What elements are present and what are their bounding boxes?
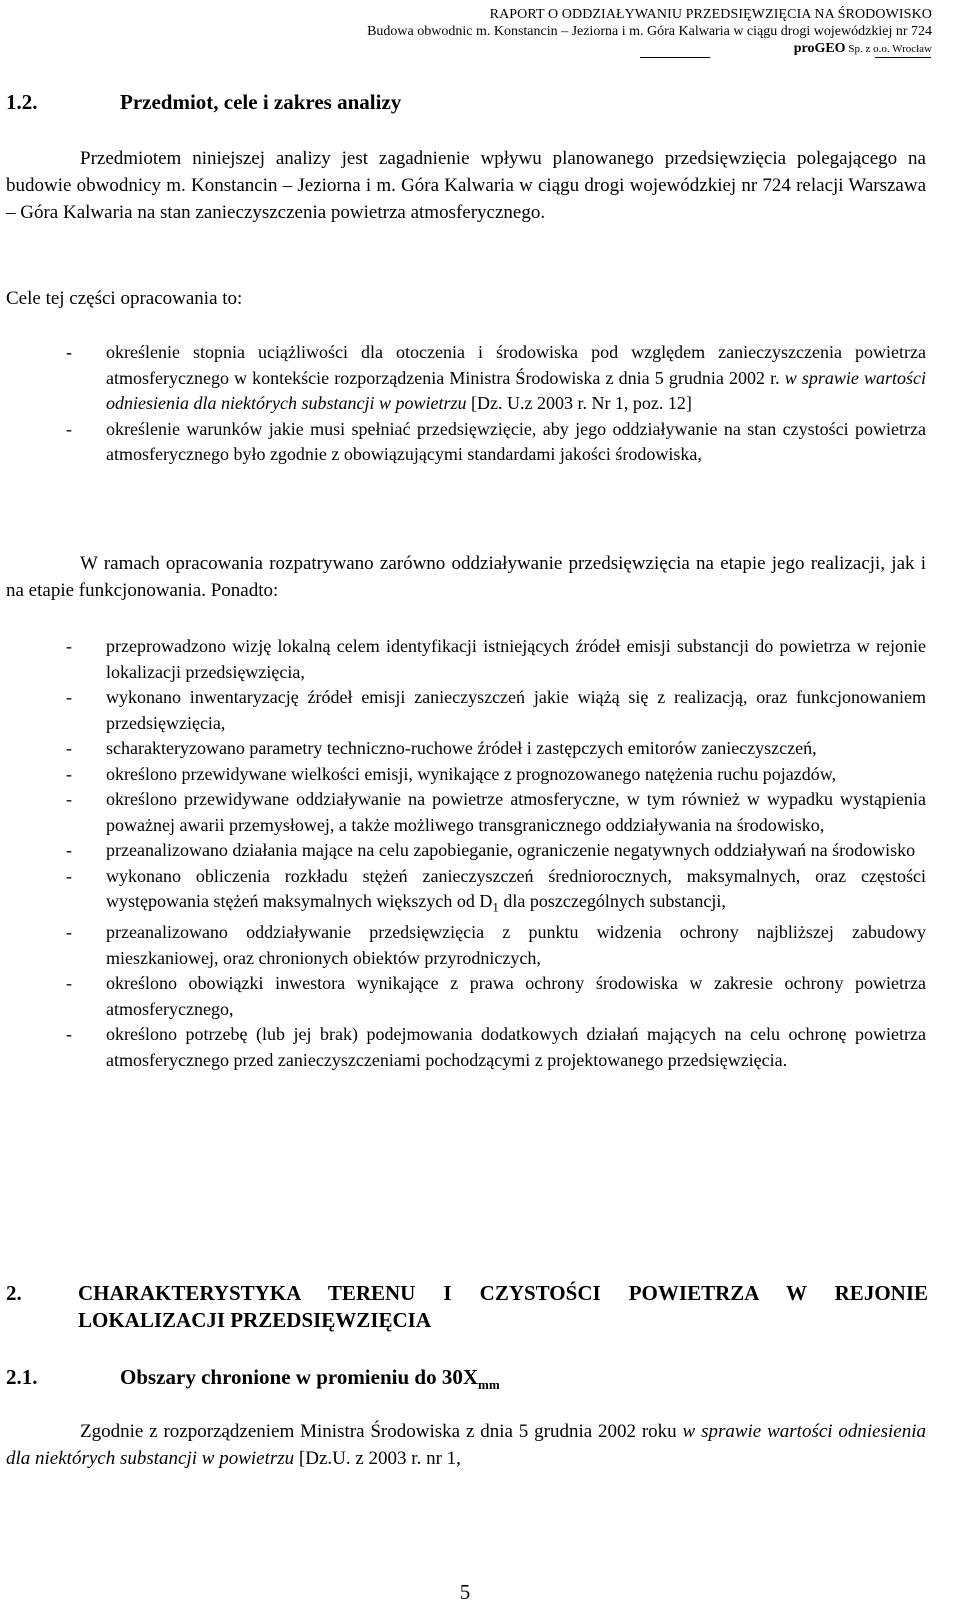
list-dash: -	[66, 973, 72, 994]
list-item	[66, 920, 926, 971]
chapter-title-line-2: LOKALIZACJI PRZEDSIĘWZIĘCIA	[78, 1308, 432, 1332]
list-dash: -	[66, 922, 72, 943]
scope-text: określono przewidywane wielkości emisji, wynikające z prognozowanego natężenia ruchu pojazdów,	[106, 763, 837, 784]
list-item	[66, 838, 926, 864]
firm-name: proGEO	[793, 41, 846, 56]
report-header	[367, 6, 932, 40]
list-item	[66, 340, 926, 417]
chapter-number: 2.	[6, 1281, 22, 1305]
scope-paragraph: W ramach opracowania rozpatrywano zarówno oddziaływanie przedsięwzięcia na etapie jego realizacji, jak i na etapie funkcjonowania. Ponadto:	[6, 553, 926, 601]
list-item	[66, 1022, 926, 1073]
list-item	[66, 417, 926, 468]
scope-text: wykonano obliczenia rozkładu stężeń zanieczyszczeń średniorocznych, maksymalnych, oraz częstości występowania stężeń maksymalnych większych od D	[106, 865, 926, 911]
goal-text: określenie warunków jakie musi spełniać przedsięwzięcie, aby jego oddziaływanie na stan czystości powietrza atmosferycznego było zgodnie z obowiązującymi standardami jakości środowiska,	[106, 418, 926, 464]
header-firm	[794, 41, 932, 57]
list-dash: -	[66, 789, 72, 809]
list-dash: -	[66, 840, 72, 860]
list-dash: -	[66, 418, 72, 439]
page-number: 5	[459, 1580, 471, 1604]
scope-text: określono obowiązki inwestora wynikające z prawa ochrony środowiska w zakresie ochrony powietrza atmosferycznego,	[106, 973, 926, 1019]
header-rule-left	[640, 57, 710, 58]
subsection-title-text: Obszary chronione w promieniu do 30X	[120, 1365, 479, 1389]
list-item	[66, 864, 926, 921]
list-dash: -	[66, 1024, 72, 1045]
regulation-title: w sprawie wartości odniesienia dla niektórych substancji w powietrzu	[6, 1421, 926, 1469]
list-dash: -	[66, 342, 72, 362]
goal-citation: [Dz. U.z 2003 r. Nr 1, poz. 12]	[466, 393, 692, 413]
goals-lead: Cele tej części opracowania to:	[6, 288, 243, 309]
list-item	[66, 762, 926, 788]
subsection-title	[120, 1365, 500, 1393]
list-item	[66, 634, 926, 685]
header-rule-right	[875, 57, 931, 58]
goal-regulation-title: w sprawie wartości odniesienia dla niektórych substancji w powietrzu	[106, 367, 926, 413]
subsection-number: 2.1.	[6, 1365, 38, 1389]
regulation-paragraph	[6, 1418, 926, 1472]
scope-text: określono przewidywane oddziaływanie na powietrze atmosferyczne, w tym również w wypadku wystąpienia poważnej awarii przemysłowej, a także możliwego transgranicznego oddziaływania na środowisko,	[106, 789, 926, 835]
scope-text: scharakteryzowano parametry techniczno-ruchowe źródeł i zastępczych emitorów zanieczyszczeń,	[106, 738, 817, 758]
chapter-title-line-1: CHARAKTERYSTYKA TERENU I CZYSTOŚCI POWIETRZA W REJONIE	[78, 1281, 928, 1305]
list-dash: -	[66, 738, 72, 758]
section-title: Przedmiot, cele i zakres analizy	[120, 90, 402, 114]
list-item	[66, 736, 926, 762]
scope-subscript: 1	[492, 899, 499, 915]
regulation-text: Zgodnie z rozporządzeniem Ministra Środowiska z dnia 5 grudnia 2002 roku	[80, 1421, 683, 1442]
header-subtitle: Budowa obwodnic m. Konstancin – Jeziorna i m. Góra Kalwaria w ciągu drogi wojewódzkiej nr 724	[367, 24, 932, 39]
scope-text: określono potrzebę (lub jej brak) podejmowania dodatkowych działań mających na celu ochronę powietrza atmosferycznego przed zanieczyszczeniami pochodzącymi z projektowanego przedsięwzięcia.	[106, 1024, 926, 1070]
list-item	[66, 971, 926, 1022]
list-dash: -	[66, 763, 72, 784]
subsection-title-sub: mm	[478, 1377, 500, 1393]
scope-text: przeprowadzono wizję lokalną celem identyfikacji istniejących źródeł emisji substancji do powietrza w rejonie lokalizacji przedsięwzięcia,	[106, 636, 926, 682]
header-title: RAPORT O ODDZIAŁYWANIU PRZEDSIĘWZIĘCIA NA ŚRODOWISKO	[489, 7, 932, 22]
scope-text: wykonano inwentaryzację źródeł emisji zanieczyszczeń jakie wiążą się z realizacją, oraz funkcjonowaniem przedsięwzięcia,	[106, 687, 926, 733]
regulation-citation: [Dz.U. z 2003 r. nr 1,	[294, 1448, 461, 1469]
scope-list	[66, 634, 926, 1073]
scope-text: przeanalizowano działania mające na celu zapobieganie, ograniczenie negatywnych oddziaływań na środowisko	[106, 840, 916, 860]
list-dash: -	[66, 687, 72, 707]
list-dash: -	[66, 636, 72, 656]
list-item	[66, 787, 926, 838]
scope-text: przeanalizowano oddziaływanie przedsięwzięcia z punktu widzenia ochrony najbliższej zabudowy mieszkaniowej, oraz chronionych obiektów przyrodniczych,	[106, 922, 926, 968]
intro-paragraph: Przedmiotem niniejszej analizy jest zagadnienie wpływu planowanego przedsięwzięcia polegającego na budowie obwodnicy m. Konstancin – Jeziorna i m. Góra Kalwaria w ciągu drogi wojewódzkiej nr 724 relacji Warszawa – Góra Kalwaria na stan zanieczyszczenia powietrza atmosferycznego.	[6, 148, 926, 223]
goal-text: określenie stopnia uciążliwości dla otoczenia i środowiska pod względem zanieczyszczenia powietrza atmosferycznego w kontekście rozporządzenia Ministra Środowiska z dnia 5 grudnia 2002 r.	[106, 342, 926, 388]
list-dash: -	[66, 865, 72, 886]
goals-list	[66, 340, 926, 468]
list-item	[66, 685, 926, 736]
firm-suffix: Sp. z o.o. Wrocław	[845, 43, 932, 55]
scope-text: dla poszczególnych substancji,	[498, 891, 726, 911]
section-number: 1.2.	[6, 90, 38, 114]
